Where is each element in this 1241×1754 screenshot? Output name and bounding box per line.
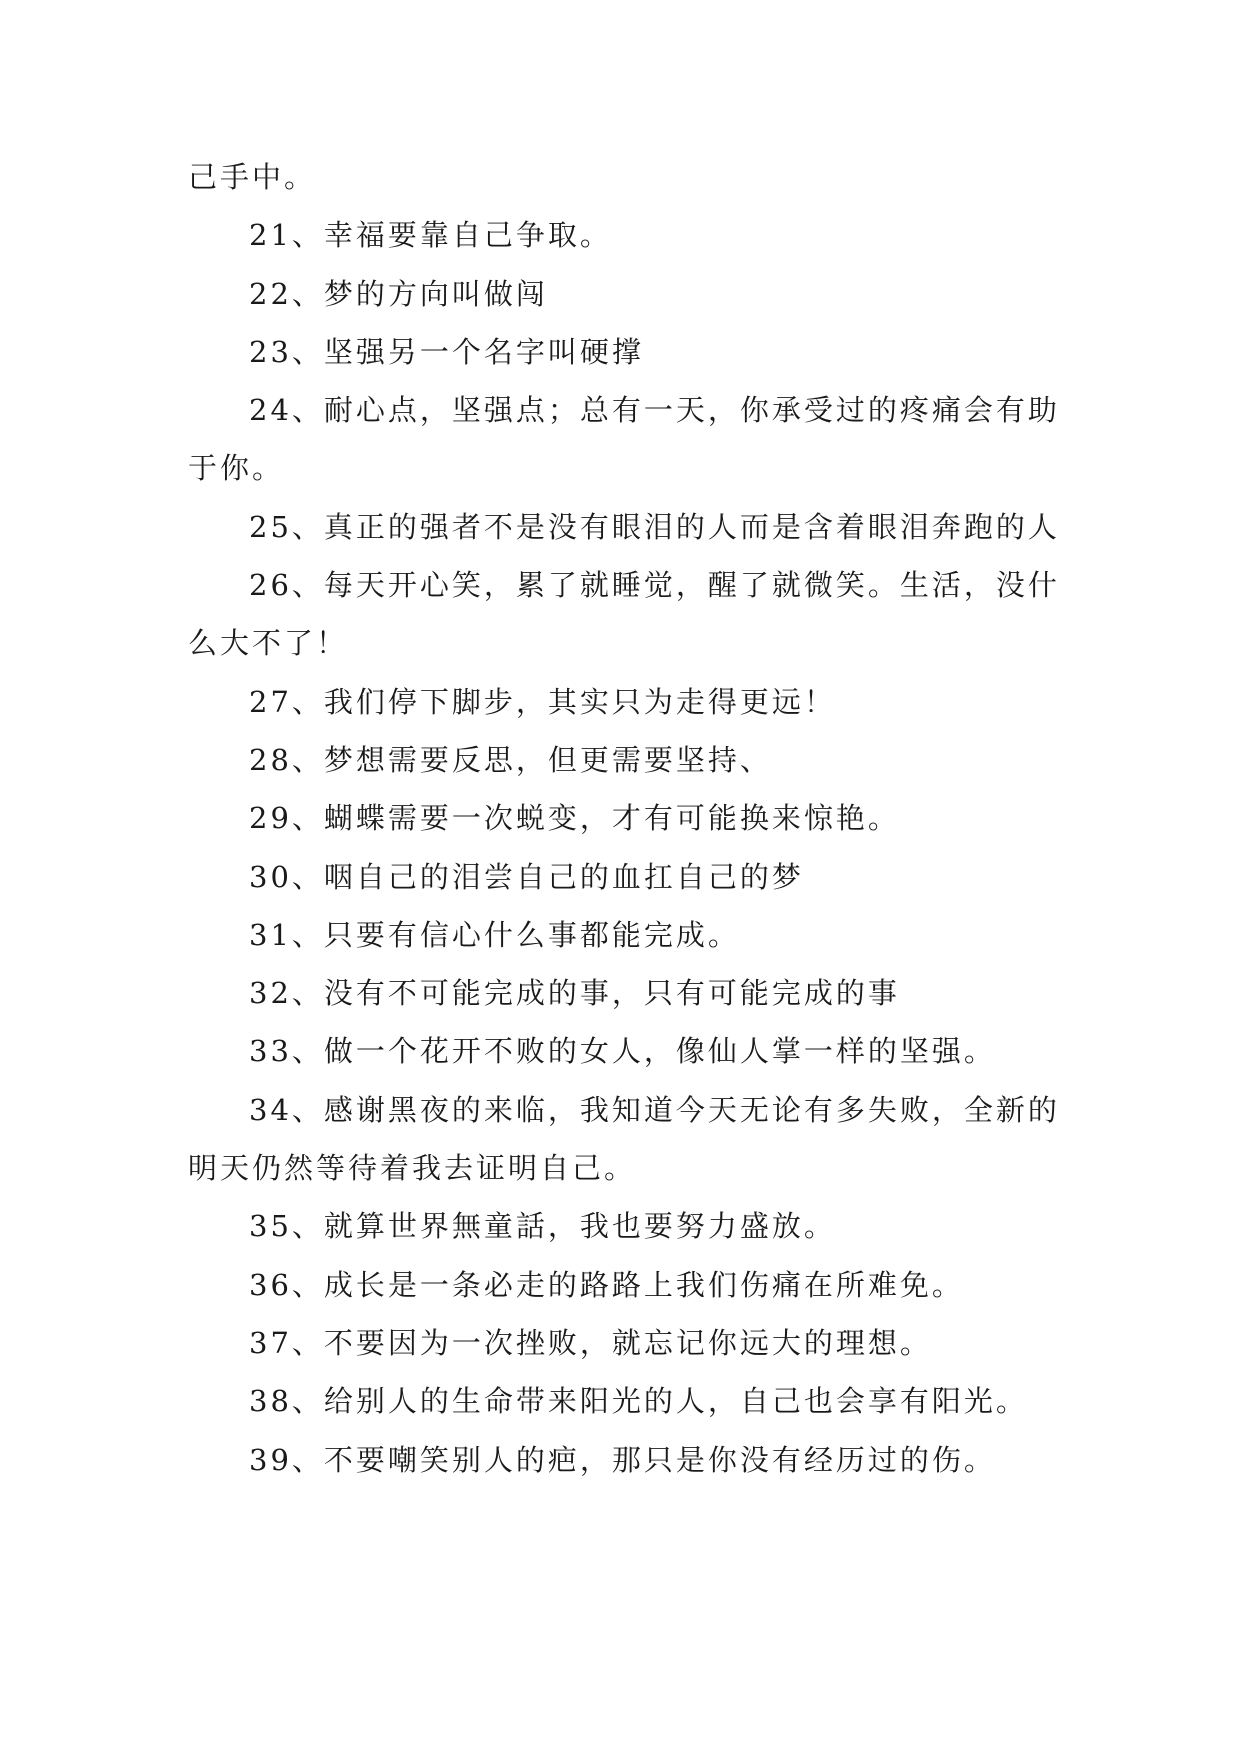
quote-39: 39、不要嘲笑别人的疤，那只是你没有经历过的伤。 bbox=[249, 1442, 996, 1477]
quote-38: 38、给别人的生命带来阳光的人，自己也会享有阳光。 bbox=[249, 1384, 1028, 1419]
quote-32: 32、没有不可能完成的事，只有可能完成的事 bbox=[249, 976, 900, 1011]
quote-23: 23、坚强另一个名字叫硬撑 bbox=[249, 334, 644, 369]
quote-29: 29、蝴蝶需要一次蜕变，才有可能换来惊艳。 bbox=[249, 801, 900, 836]
quote-24: 24、耐心点，坚强点；总有一天，你承受过的疼痛会有助于你。 bbox=[188, 393, 1060, 486]
paragraph-continuation: 己手中。 bbox=[188, 160, 317, 194]
quote-21: 21、幸福要靠自己争取。 bbox=[249, 218, 612, 253]
quote-25: 25、真正的强者不是没有眼泪的人而是含着眼泪奔跑的人 bbox=[249, 509, 1060, 544]
quote-31: 31、只要有信心什么事都能完成。 bbox=[249, 917, 740, 952]
quote-27: 27、我们停下脚步，其实只为走得更远！ bbox=[249, 684, 836, 719]
quote-22: 22、梦的方向叫做闯 bbox=[249, 276, 548, 311]
quote-28: 28、梦想需要反思，但更需要坚持、 bbox=[249, 742, 772, 777]
quote-26: 26、每天开心笑，累了就睡觉，醒了就微笑。生活，没什么大不了！ bbox=[188, 568, 1060, 661]
document-body bbox=[188, 148, 1078, 1489]
quote-35: 35、就算世界無童話，我也要努力盛放。 bbox=[249, 1209, 836, 1244]
quote-37: 37、不要因为一次挫败，就忘记你远大的理想。 bbox=[249, 1325, 932, 1360]
quote-30: 30、咽自己的泪尝自己的血扛自己的梦 bbox=[249, 859, 804, 894]
quote-33: 33、做一个花开不败的女人，像仙人掌一样的坚强。 bbox=[249, 1034, 996, 1069]
quote-34: 34、感谢黑夜的来临，我知道今天无论有多失败，全新的明天仍然等待着我去证明自己。 bbox=[188, 1092, 1060, 1186]
quote-36: 36、成长是一条必走的路路上我们伤痛在所难免。 bbox=[249, 1267, 964, 1302]
